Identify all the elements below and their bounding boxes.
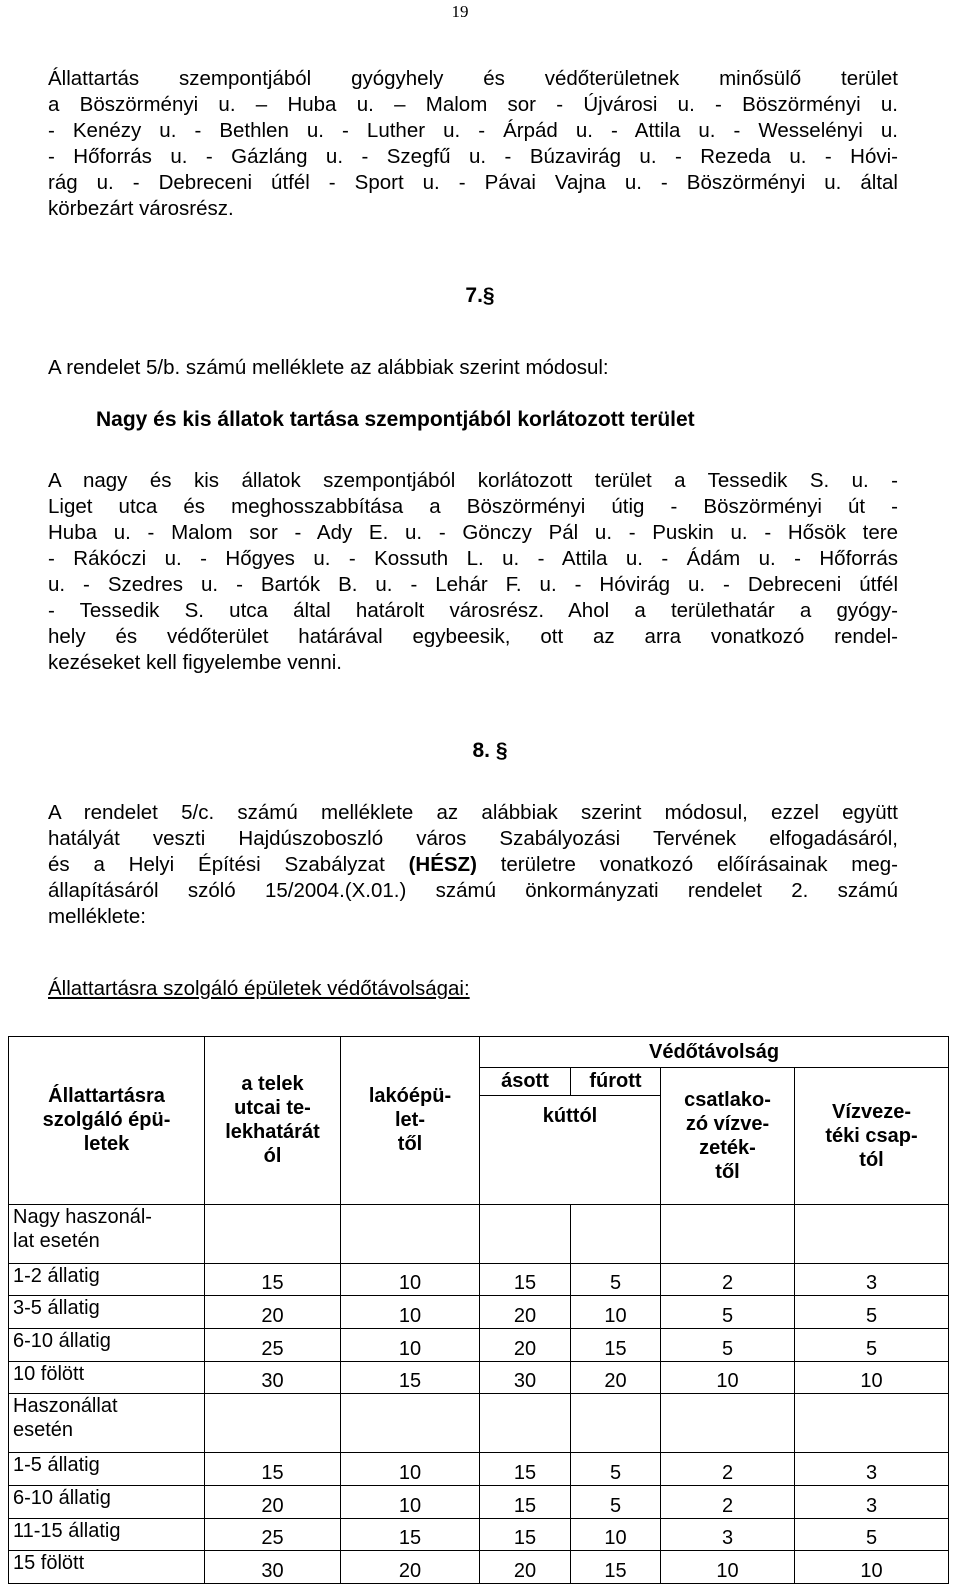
table-header-row — [9, 1037, 949, 1068]
cell-value: 2 — [661, 1263, 795, 1296]
header-street-boundary: a telek utcai te- lekhatárát ól — [205, 1037, 341, 1205]
section-7-intro: A rendelet 5/b. számú melléklete az alábbiak szerint módosul: — [48, 356, 609, 379]
row-label: 1-5 állatig — [9, 1453, 205, 1486]
text-line: u. - Szedres u. - Bartók B. u. - Lehár F. u. - Hóvirág u. - Debreceni útfél — [48, 573, 898, 596]
cell-value: 15 — [205, 1263, 341, 1296]
cell-value: 15 — [571, 1328, 661, 1361]
section-7-heading: 7.§ — [465, 284, 495, 307]
cell-value: 25 — [205, 1518, 341, 1551]
table-row — [9, 1204, 949, 1263]
cell-value: 20 — [480, 1551, 571, 1584]
row-label: 15 fölött — [9, 1551, 205, 1584]
header-water-tap: Vízveze- téki csap- tól — [795, 1067, 949, 1204]
page-number: 19 — [451, 2, 469, 21]
section-7-body — [48, 468, 898, 676]
cell-value: 5 — [571, 1263, 661, 1296]
cell-value: 10 — [341, 1453, 480, 1486]
text-line: Huba u. - Malom sor - Ady E. u. - Gönczy Pál u. - Puskin u. - Hősök tere — [48, 521, 898, 544]
text-line: a Böszörményi u. – Huba u. – Malom sor - Újvárosi u. - Böszörményi u. — [48, 93, 898, 116]
cell-value: 15 — [480, 1263, 571, 1296]
header-protection-distance: Védőtávolság — [480, 1037, 949, 1068]
cell-value: 15 — [480, 1453, 571, 1486]
cell-value: 3 — [795, 1485, 949, 1518]
text-line: melléklete: — [48, 905, 146, 928]
cell-value: 10 — [661, 1551, 795, 1584]
cell-value: 20 — [205, 1296, 341, 1329]
row-label: 3-5 állatig — [9, 1296, 205, 1329]
cell-value: 10 — [571, 1296, 661, 1329]
table-row — [9, 1328, 949, 1361]
cell-value: 3 — [795, 1263, 949, 1296]
cell-value: 20 — [571, 1361, 661, 1394]
group-label-livestock: Haszonállat esetén — [9, 1394, 205, 1453]
cell-value: 10 — [341, 1296, 480, 1329]
cell-value: 2 — [661, 1485, 795, 1518]
header-residential-building: lakóépü- let- től — [341, 1037, 480, 1205]
cell-value: 10 — [795, 1551, 949, 1584]
group-label-large-livestock: Nagy haszonál- lat esetén — [9, 1204, 205, 1263]
cell-value: 15 — [480, 1485, 571, 1518]
cell-value: 15 — [341, 1361, 480, 1394]
text-line: körbezárt városrész. — [48, 197, 234, 220]
table-row — [9, 1485, 949, 1518]
cell-value: 10 — [571, 1518, 661, 1551]
cell-value: 5 — [661, 1296, 795, 1329]
cell-value: 10 — [341, 1263, 480, 1296]
text-line: és a Helyi Építési Szabályzat (HÉSZ) területre vonatkozó előírásainak meg- — [48, 853, 899, 876]
row-label: 11-15 állatig — [9, 1518, 205, 1551]
cell-value: 5 — [795, 1518, 949, 1551]
hesz-abbreviation: (HÉSZ) — [408, 853, 477, 876]
table-row — [9, 1453, 949, 1486]
cell-value: 5 — [571, 1453, 661, 1486]
cell-value: 5 — [571, 1485, 661, 1518]
cell-value: 2 — [661, 1453, 795, 1486]
protection-distance-table — [8, 1036, 949, 1584]
cell-value: 15 — [480, 1518, 571, 1551]
table-row — [9, 1263, 949, 1296]
text-line: - Kenézy u. - Bethlen u. - Luther u. - Árpád u. - Attila u. - Wesselényi u. — [48, 119, 898, 142]
cell-value: 20 — [341, 1551, 480, 1584]
text-line: kezéseket kell figyelembe venni. — [48, 651, 342, 674]
cell-value: 5 — [795, 1296, 949, 1329]
cell-value: 15 — [205, 1453, 341, 1486]
text-line: állapításáról szóló 15/2004.(X.01.) számú önkormányzati rendelet 2. számú — [48, 879, 898, 902]
cell-value: 3 — [795, 1453, 949, 1486]
cell-value: 10 — [341, 1328, 480, 1361]
text-line: A rendelet 5/c. számú melléklete az alábbiak szerint módosul, ezzel együtt — [48, 801, 898, 824]
row-label: 10 fölött — [9, 1361, 205, 1394]
section-8-heading: 8. § — [472, 739, 508, 762]
table-row — [9, 1394, 949, 1453]
cell-value: 15 — [341, 1518, 480, 1551]
cell-value: 25 — [205, 1328, 341, 1361]
table-title: Állattartásra szolgáló épületek védőtávolságai: — [48, 977, 470, 1000]
text-line: rág u. - Debreceni útfél - Sport u. - Pávai Vajna u. - Böszörményi u. által — [48, 171, 898, 194]
table-row — [9, 1518, 949, 1551]
cell-value: 30 — [205, 1361, 341, 1394]
row-label: 6-10 állatig — [9, 1485, 205, 1518]
text-line: A nagy és kis állatok szempontjából korlátozott terület a Tessedik S. u. - — [48, 469, 898, 492]
text-line: Liget utca és meghosszabbítása a Böszörményi útig - Böszörményi út - — [48, 495, 898, 518]
row-label: 6-10 állatig — [9, 1328, 205, 1361]
cell-value: 10 — [795, 1361, 949, 1394]
cell-value: 20 — [205, 1485, 341, 1518]
text-line: - Tessedik S. utca által határolt városrész. Ahol a területhatár a gyógy- — [48, 599, 898, 622]
section-sign-icon: § — [495, 739, 508, 762]
table-row — [9, 1296, 949, 1329]
section-8-body — [48, 800, 898, 930]
cell-value: 30 — [205, 1551, 341, 1584]
cell-value: 5 — [661, 1328, 795, 1361]
cell-value: 10 — [341, 1485, 480, 1518]
cell-value: 3 — [661, 1518, 795, 1551]
cell-value: 20 — [480, 1328, 571, 1361]
table-row — [9, 1361, 949, 1394]
section-7-subheading: Nagy és kis állatok tartása szempontjából korlátozott terület — [96, 408, 695, 431]
text-line: - Rákóczi u. - Hőgyes u. - Kossuth L. u. - Attila u. - Ádám u. - Hőforrás — [48, 547, 898, 570]
header-wells: kúttól — [480, 1095, 661, 1204]
header-dug-well: ásott — [480, 1067, 571, 1095]
text-line: hatályát veszti Hajdúszoboszló város Szabályozási Tervének elfogadásáról, — [48, 827, 898, 850]
cell-value: 30 — [480, 1361, 571, 1394]
cell-value: 20 — [480, 1296, 571, 1329]
text-line: - Hőforrás u. - Gázláng u. - Szegfű u. - Búzavirág u. - Rezeda u. - Hóvi- — [48, 145, 898, 168]
text-line: Állattartás szempontjából gyógyhely és védőterületnek minősülő terület — [48, 67, 898, 90]
text-line: hely és védőterület határával egybeesik, ott az arra vonatkozó rendel- — [48, 625, 898, 648]
paragraph-animal-keeping-area — [48, 66, 898, 222]
header-building-type: Állattartásra szolgáló épü- letek — [9, 1037, 205, 1205]
section-sign-icon: § — [482, 284, 495, 307]
table-row — [9, 1551, 949, 1584]
cell-value: 15 — [571, 1551, 661, 1584]
cell-value: 10 — [661, 1361, 795, 1394]
header-drilled-well: fúrott — [571, 1067, 661, 1095]
row-label: 1-2 állatig — [9, 1263, 205, 1296]
cell-value: 5 — [795, 1328, 949, 1361]
header-sewer-connection: csatlako- zó vízve- zeték- től — [661, 1067, 795, 1204]
